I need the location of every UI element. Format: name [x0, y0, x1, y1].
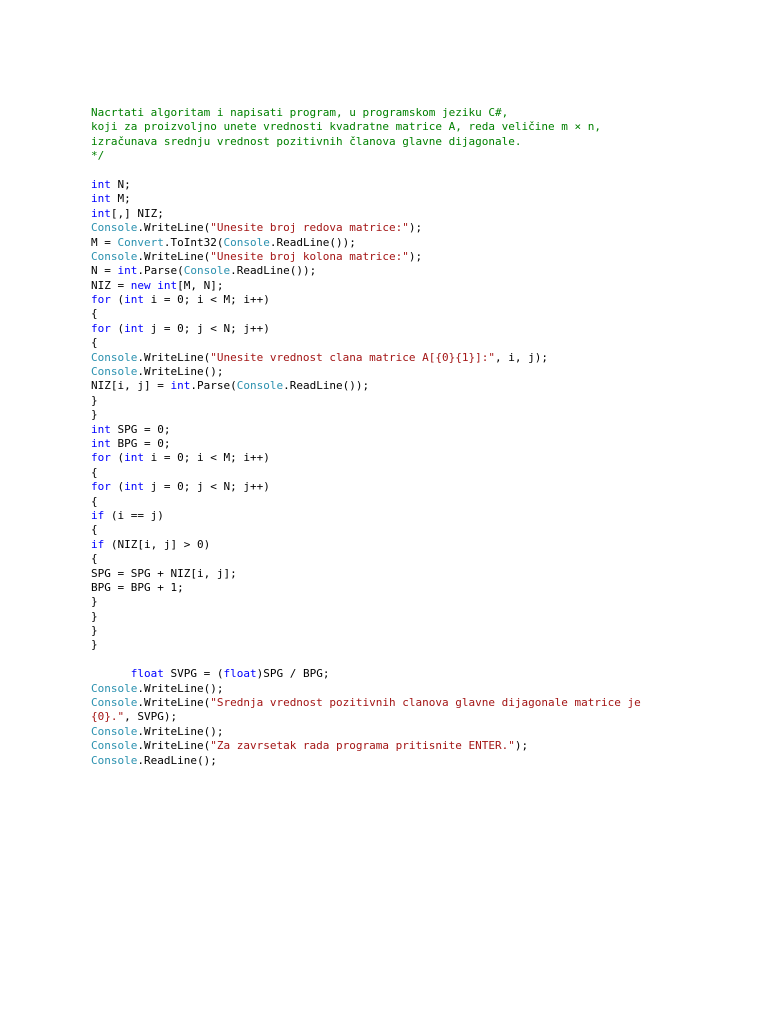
code-line	[91, 423, 731, 437]
code-text-token: , SVPG);	[124, 710, 178, 724]
keyword-token: for	[91, 321, 111, 335]
code-text-token: (	[110, 451, 125, 465]
code-text-token: j = 0; j < N; j++)	[144, 480, 270, 494]
code-text-token: NIZ[i, j] =	[91, 379, 171, 393]
code-text-token: {	[91, 336, 98, 350]
code-text-token: (i == j)	[104, 508, 164, 522]
type-name-token: Console	[91, 365, 138, 379]
code-line	[91, 667, 731, 681]
code-line	[91, 250, 731, 264]
code-line	[91, 466, 731, 480]
code-text-token: {	[91, 552, 98, 566]
code-line	[91, 351, 731, 365]
code-text-token: .WriteLine(	[137, 739, 211, 753]
code-line	[91, 279, 731, 293]
code-line	[91, 135, 731, 149]
type-name-token: Console	[91, 724, 138, 738]
keyword-token: int	[91, 177, 111, 191]
code-line	[91, 307, 731, 321]
code-line	[91, 595, 731, 609]
string-literal-token: "Unesite broj redova matrice:"	[210, 221, 409, 235]
comment-token: koji za proizvoljno unete vrednosti kvadratne matrice A, reda veličine m × n,	[91, 120, 601, 134]
code-text-token: }	[91, 638, 98, 652]
code-text-token: {	[91, 523, 98, 537]
code-text-token: [M, N];	[177, 278, 224, 292]
code-text-token: SPG = 0;	[110, 422, 171, 436]
keyword-token: int	[124, 293, 144, 307]
keyword-token: for	[91, 293, 111, 307]
code-text-token: );	[408, 221, 423, 235]
string-literal-token: "Unesite vrednost clana matrice A[{0}{1}]:"	[210, 350, 495, 364]
keyword-token: int	[91, 206, 111, 220]
keyword-token: for	[91, 451, 111, 465]
type-name-token: Console	[91, 249, 138, 263]
keyword-token: int	[91, 422, 111, 436]
code-line	[91, 336, 731, 350]
code-line	[91, 221, 731, 235]
code-text-token: .ReadLine());	[230, 264, 317, 278]
string-literal-token: {0}."	[91, 710, 125, 724]
code-line	[91, 322, 731, 336]
keyword-token: if	[91, 508, 105, 522]
code-line	[91, 567, 731, 581]
code-text-token: N =	[91, 264, 118, 278]
code-text-token: N;	[110, 177, 131, 191]
code-line	[91, 538, 731, 552]
keyword-token: new	[130, 278, 151, 292]
code-text-token: BPG = 0;	[110, 436, 171, 450]
type-name-token: Console	[91, 753, 138, 767]
code-text-token: .ToInt32(	[163, 235, 224, 249]
keyword-token: if	[91, 537, 105, 551]
code-line	[91, 365, 731, 379]
code-line	[91, 624, 731, 638]
keyword-token: int	[157, 278, 178, 292]
code-text-token: NIZ =	[91, 278, 131, 292]
code-line	[91, 610, 731, 624]
code-text-token: [,] NIZ;	[110, 206, 164, 220]
code-text-token: SPG = SPG + NIZ[i, j];	[91, 566, 237, 580]
code-line	[91, 451, 731, 465]
code-text-token: (NIZ[i, j] > 0)	[104, 537, 211, 551]
code-text-token: .WriteLine();	[137, 724, 224, 738]
code-text-token: }	[91, 609, 98, 623]
keyword-token: int	[91, 436, 111, 450]
code-line	[91, 495, 731, 509]
code-text-token: .WriteLine(	[137, 221, 211, 235]
code-line	[91, 437, 731, 451]
code-text-token: (	[110, 480, 125, 494]
code-text-token: .WriteLine(	[137, 696, 211, 710]
code-line	[91, 106, 731, 120]
code-text-token: SVPG = (	[163, 667, 224, 681]
code-text-token: .Parse(	[190, 379, 237, 393]
string-literal-token: "Srednja vrednost pozitivnih clanova glavne dijagonale matrice je	[210, 696, 641, 710]
code-text-token: }	[91, 624, 98, 638]
type-name-token: Console	[91, 739, 138, 753]
code-line	[91, 754, 731, 768]
code-line	[91, 264, 731, 278]
type-name-token: Convert	[117, 235, 164, 249]
type-name-token: Console	[91, 696, 138, 710]
keyword-token: float	[223, 667, 257, 681]
keyword-token: for	[91, 480, 111, 494]
keyword-token: int	[124, 480, 144, 494]
code-line	[91, 192, 731, 206]
code-text-token: {	[91, 494, 98, 508]
keyword-token: int	[170, 379, 191, 393]
code-text-token: .WriteLine();	[137, 365, 224, 379]
code-text-token: {	[91, 307, 98, 321]
code-line	[91, 523, 731, 537]
code-text-token: }	[91, 595, 98, 609]
code-line	[91, 739, 731, 753]
code-text-token: }	[91, 408, 98, 422]
code-line	[91, 149, 731, 163]
code-text-token: );	[408, 249, 423, 263]
string-literal-token: "Za zavrsetak rada programa pritisnite ENTER."	[210, 739, 515, 753]
type-name-token: Console	[91, 221, 138, 235]
code-listing	[91, 106, 731, 768]
code-text-token: , i, j);	[495, 350, 548, 364]
code-text-token	[91, 667, 131, 680]
code-text-token: .Parse(	[137, 264, 184, 278]
comment-token: Nacrtati algoritam i napisati program, u programskom jeziku C#,	[91, 106, 509, 119]
code-line	[91, 207, 731, 221]
code-text-token: i = 0; i < M; i++)	[144, 451, 270, 465]
code-text-token: )SPG / BPG;	[256, 667, 330, 681]
keyword-token: int	[124, 321, 144, 335]
code-text-token: (	[110, 321, 125, 335]
code-line	[91, 236, 731, 250]
comment-token: */	[91, 149, 105, 163]
code-line	[91, 710, 731, 724]
code-line	[91, 509, 731, 523]
code-line	[91, 394, 731, 408]
code-line	[91, 178, 731, 192]
code-line	[91, 581, 731, 595]
code-text-token: BPG = BPG + 1;	[91, 580, 184, 594]
code-text-token: .WriteLine();	[137, 681, 224, 695]
code-line	[91, 696, 731, 710]
type-name-token: Console	[91, 350, 138, 364]
code-text-token: .ReadLine());	[269, 235, 356, 249]
code-text-token: j = 0; j < N; j++)	[144, 321, 270, 335]
code-line	[91, 653, 731, 667]
code-line	[91, 682, 731, 696]
type-name-token: Console	[223, 235, 270, 249]
code-line	[91, 408, 731, 422]
string-literal-token: "Unesite broj kolona matrice:"	[210, 249, 409, 263]
code-line	[91, 293, 731, 307]
code-line	[91, 164, 731, 178]
keyword-token: int	[91, 192, 111, 206]
type-name-token: Console	[91, 681, 138, 695]
comment-token: izračunava srednju vrednost pozitivnih članova glavne dijagonale.	[91, 134, 522, 148]
keyword-token: int	[124, 451, 144, 465]
type-name-token: Console	[236, 379, 284, 393]
keyword-token: float	[130, 667, 164, 681]
code-text-token: .WriteLine(	[137, 249, 211, 263]
code-text-token: .ReadLine());	[283, 379, 370, 393]
keyword-token: int	[117, 264, 138, 278]
code-text-token: .WriteLine(	[137, 350, 211, 364]
code-line	[91, 638, 731, 652]
code-text-token: M;	[110, 192, 131, 206]
code-line	[91, 552, 731, 566]
code-text-token: (	[110, 293, 125, 307]
code-line	[91, 480, 731, 494]
code-text-token: {	[91, 465, 98, 479]
type-name-token: Console	[183, 264, 231, 278]
code-text-token: );	[514, 739, 529, 753]
code-text-token: .ReadLine();	[137, 753, 217, 767]
code-line	[91, 120, 731, 134]
code-line	[91, 725, 731, 739]
code-text-token: M =	[91, 235, 118, 249]
code-text-token: i = 0; i < M; i++)	[144, 293, 270, 307]
code-text-token: }	[91, 393, 98, 407]
code-line	[91, 379, 731, 393]
